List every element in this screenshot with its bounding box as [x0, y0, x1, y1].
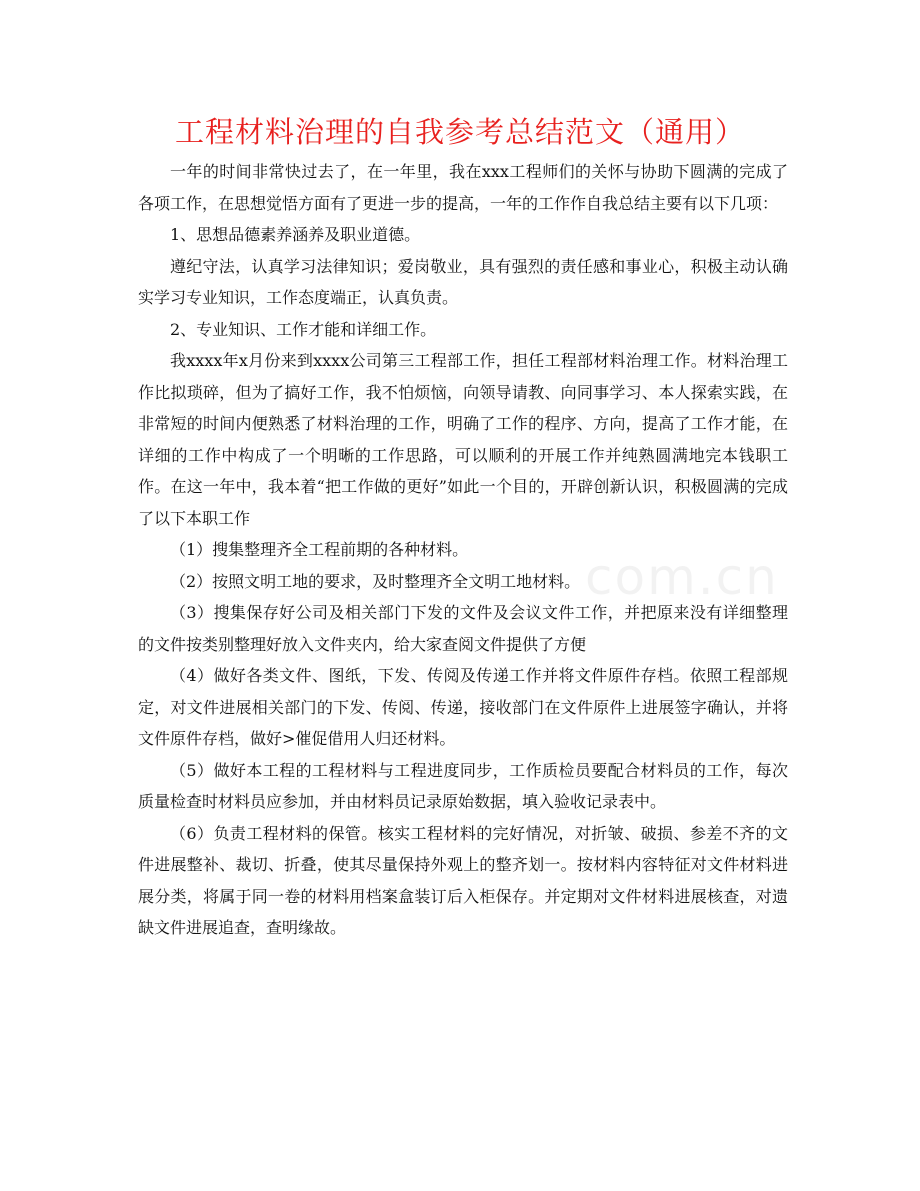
paragraph-ethics: 遵纪守法，认真学习法律知识；爱岗敬业，具有强烈的责任感和事业心，积极主动认确实学习专业知识，工作态度端正，认真负责。: [138, 256, 788, 307]
watermark: com.cn: [585, 548, 779, 606]
section-heading-2: 2、专业知识、工作才能和详细工作。: [170, 319, 437, 339]
list-item-5: （5）做好本工程的工程材料与工程进度同步，工作质检员要配合材料员的工作，每次质量检查时材料员应参加，并由材料员记录原始数据，填入验收记录表中。: [138, 760, 788, 811]
list-item-2: （2）按照文明工地的要求，及时整理齐全文明工地材料。: [170, 571, 581, 591]
section-heading-1: 1、思想品德素养涵养及职业道德。: [170, 225, 421, 244]
document-body: [138, 156, 788, 944]
list-item-6: （6）负责工程材料的保管。核实工程材料的完好情况，对折皱、破损、参差不齐的文件进展整补、裁切、折叠，使其尽量保持外观上的整齐划一。按材料内容特征对文件材料进展分类，将属于同一卷的材料用档案盒装订后入柜保存。并定期对文件材料进展核查，对遗缺文件进展追查，查明缘故。: [138, 823, 788, 937]
list-item-4: （4）做好各类文件、图纸，下发、传阅及传递工作并将文件原件存档。依照工程部规定，对文件进展相关部门的下发、传阅、传递，接收部门在文件原件上进展签字确认，并将文件原件存档，做好>催促借用人归还材料。: [138, 666, 788, 748]
paragraph-work-summary: 我xxxx年x月份来到xxxx公司第三工程部工作，担任工程部材料治理工作。材料治理工作比拟琐碎，但为了搞好工作，我不怕烦恼，向领导请教、向同事学习、本人探索实践，在非常短的时间内便熟悉了材料治理的工作，明确了工作的程序、方向，提高了工作才能，在详细的工作中构成了一个明晰的工作思路，可以顺利的开展工作并纯熟圆满地完本钱职工作。在这一年中，我本着“把工作做的更好”如此一个目的，开辟创新认识，积极圆满的完成了以下本职工作: [138, 351, 788, 528]
list-item-3: （3）搜集保存好公司及相关部门下发的文件及会议文件工作，并把原来没有详细整理的文件按类别整理好放入文件夹内，给大家查阅文件提供了方便: [138, 603, 788, 654]
document-title: 工程材料治理的自我参考总结范文（通用）: [174, 115, 745, 149]
paragraph-intro: 一年的时间非常快过去了，在一年里，我在xxx工程师们的关怀与协助下圆满的完成了各项工作，在思想觉悟方面有了更进一步的提高，一年的工作作自我总结主要有以下几项：: [138, 162, 788, 213]
list-item-1: （1）搜集整理齐全工程前期的各种材料。: [170, 540, 469, 559]
